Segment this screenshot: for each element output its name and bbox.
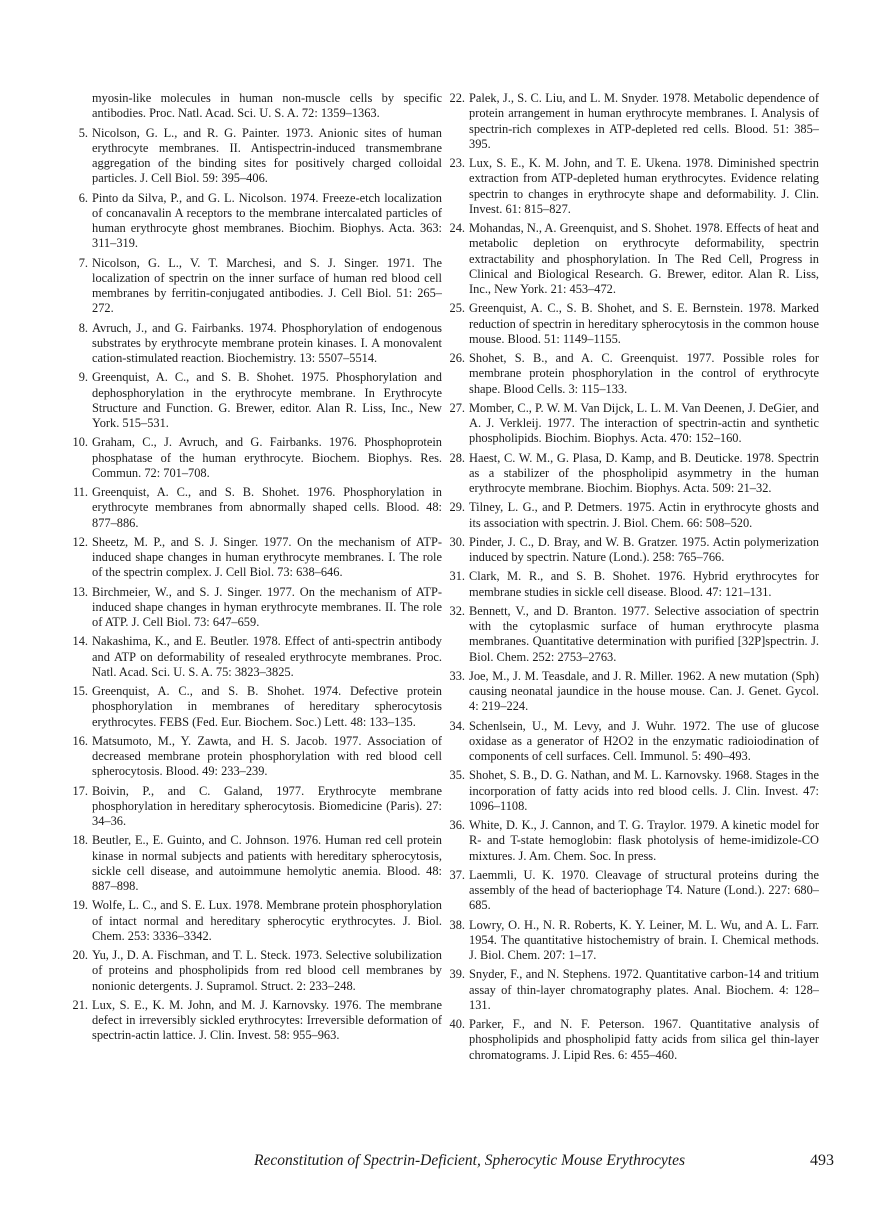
- reference-text: Sheetz, M. P., and S. J. Singer. 1977. On the mechanism of ATP-induced shape changes in human erythrocyte membranes. I. The role of the spectrin complex. J. Cell Biol. 73: 638–646.: [92, 534, 442, 580]
- reference-number: 36.: [449, 818, 465, 832]
- reference-number: 31.: [449, 569, 465, 584]
- reference-entry: [70, 370, 442, 431]
- reference-number: 5.: [78, 125, 88, 140]
- reference-text: Graham, C., J. Avruch, and G. Fairbanks. 1976. Phosphoprotein phosphatase of the human erythrocyte. Biochem. Biophys. Res. Commun. 72: 701–708.: [92, 435, 442, 480]
- reference-entry: [447, 91, 819, 152]
- reference-text: Greenquist, A. C., and S. B. Shohet. 1976. Phosphorylation in erythrocyte membranes from abnormally shaped cells. Blood. 48: 877–886.: [92, 485, 442, 530]
- reference-number: 22.: [449, 91, 465, 105]
- reference-entry: [70, 535, 442, 581]
- reference-number: 15.: [72, 684, 88, 698]
- reference-number: 34.: [449, 718, 465, 733]
- reference-number: 25.: [449, 301, 465, 316]
- reference-number: 14.: [72, 634, 88, 649]
- reference-text: Parker, F., and N. F. Peterson. 1967. Quantitative analysis of phospholipids and phospholipid fatty acids from silica gel thin-layer chromatograms. J. Lipid Res. 6: 455–460.: [469, 1017, 819, 1062]
- reference-entry: [447, 669, 819, 715]
- reference-number: 18.: [72, 833, 88, 848]
- reference-text: Momber, C., P. W. M. Van Dijck, L. L. M. Van Deenen, J. DeGier, and A. J. Verkleij. 1977. The interaction of spectrin-actin and synthetic phospholipids. Biochim. Biophys. Acta. 470: 152–160.: [469, 400, 819, 446]
- reference-entry: [447, 301, 819, 347]
- reference-entry: [70, 898, 442, 944]
- reference-number: 27.: [449, 400, 465, 415]
- reference-number: 19.: [72, 898, 88, 913]
- reference-entry: [70, 126, 442, 187]
- reference-text: Bennett, V., and D. Branton. 1977. Selective association of spectrin with the cytoplasmic surface of human erythrocyte plasma membranes. Quantitative determination with purified [32P]spectrin. J. Biol. Chem. 252: 2753–2763.: [469, 603, 819, 664]
- reference-entry: [447, 156, 819, 217]
- reference-text: Birchmeier, W., and S. J. Singer. 1977. On the mechanism of ATP-induced shape changes in hyman erythrocyte membranes. II. The role of ATP. J. Cell Biol. 73: 647–659.: [92, 584, 442, 629]
- reference-entry: [447, 535, 819, 566]
- reference-text: Pinder, J. C., D. Bray, and W. B. Gratzer. 1975. Actin polymerization induced by spectrin. Nature (Lond.). 258: 765–766.: [469, 534, 819, 564]
- reference-text: Lux, S. E., K. M. John, and M. J. Karnovsky. 1976. The membrane defect in irreversibly sickled erythrocytes: Irreversible deformation of spectrin-actin lattice. J. Clin. Invest. 58: 955–963.: [92, 997, 442, 1043]
- reference-number: 30.: [449, 534, 465, 549]
- reference-number: 16.: [72, 733, 88, 748]
- reference-text: Beutler, E., E. Guinto, and C. Johnson. 1976. Human red cell protein kinase in normal subjects and patients with hereditary spherocytosis, sickle cell disease, and autoimmune hemolytic anemia. Blood. 48: 887–898.: [92, 833, 442, 893]
- reference-number: 20.: [72, 948, 88, 962]
- reference-text: Greenquist, A. C., and S. B. Shohet. 1975. Phosphorylation and dephosphorylation in the erythrocyte membrane. In Erythrocyte Structure and Function. G. Brewer, editor. Alan R. Liss, Inc., New York. 515–531.: [92, 370, 442, 430]
- reference-number: 12.: [72, 534, 88, 549]
- reference-text: Nicolson, G. L., V. T. Marchesi, and S. J. Singer. 1971. The localization of spectrin on the inner surface of human red blood cell membranes by ferritin-conjugated antibodies. J. Cell Biol. 51: 265–272.: [92, 255, 442, 316]
- reference-entry: [70, 321, 442, 367]
- reference-number: 10.: [72, 435, 88, 450]
- reference-text: Haest, C. W. M., G. Plasa, D. Kamp, and B. Deuticke. 1978. Spectrin as a stabilizer of the phospholipid asymmetry in the human erythrocyte membrane. Biochim. Biophys. Acta. 509: 21–32.: [469, 450, 819, 495]
- reference-entry: [447, 818, 819, 864]
- reference-text: Wolfe, L. C., and S. E. Lux. 1978. Membrane protein phosphorylation of intact normal and hereditary spherocytic erythrocytes. J. Biol. Chem. 253: 3336–3342.: [92, 898, 442, 943]
- reference-number: 26.: [449, 351, 465, 365]
- reference-text: Snyder, F., and N. Stephens. 1972. Quantitative carbon-14 and tritium assay of thin-layer chromatography plates. Anal. Biochem. 4: 128–131.: [469, 967, 819, 1012]
- reference-number: 40.: [449, 1017, 465, 1031]
- reference-text: Lux, S. E., K. M. John, and T. E. Ukena. 1978. Diminished spectrin extraction from ATP-depleted human erythrocytes. Evidence relating spectrin to changes in erythrocyte shape and deformability. J. Clin. Invest. 61: 815–827.: [469, 156, 819, 216]
- reference-entry: [70, 91, 442, 122]
- reference-number: 37.: [449, 867, 465, 882]
- right-reference-column: [447, 91, 819, 1067]
- reference-number: 35.: [449, 768, 465, 783]
- reference-number: 24.: [449, 221, 465, 235]
- page-number: 493: [810, 1152, 834, 1169]
- reference-number: 9.: [78, 370, 88, 385]
- reference-entry: [70, 784, 442, 830]
- reference-text: Matsumoto, M., Y. Zawta, and H. S. Jacob. 1977. Association of decreased membrane protein phosphorylation with red blood cell spherocytosis. Blood. 49: 233–239.: [92, 733, 442, 779]
- reference-number: 7.: [78, 255, 88, 270]
- reference-text: myosin-like molecules in human non-muscle cells by specific antibodies. Proc. Natl. Acad. Sci. U. S. A. 72: 1359–1363.: [92, 91, 442, 121]
- reference-entry: [447, 719, 819, 765]
- reference-number: 29.: [449, 500, 465, 515]
- reference-number: 33.: [449, 668, 465, 683]
- reference-entry: [70, 734, 442, 780]
- reference-entry: [447, 351, 819, 397]
- reference-text: Shohet, S. B., and A. C. Greenquist. 1977. Possible roles for membrane protein phosphorylation in the control of erythrocyte shape. Blood Cells. 3: 115–133.: [469, 351, 819, 396]
- reference-text: Tilney, L. G., and P. Detmers. 1975. Actin in erythrocyte ghosts and its association with spectrin. J. Biol. Chem. 66: 508–520.: [469, 500, 819, 530]
- reference-text: Yu, J., D. A. Fischman, and T. L. Steck. 1973. Selective solubilization of proteins and phospholipids from red blood cell membranes by nonionic detergents. J. Supramol. Struct. 2: 233–248.: [92, 948, 442, 993]
- reference-number: 23.: [449, 156, 465, 170]
- reference-text: Laemmli, U. K. 1970. Cleavage of structural proteins during the assembly of the head of bacteriophage T4. Nature (Lond.). 227: 680–685.: [469, 867, 819, 913]
- reference-text: Lowry, O. H., N. R. Roberts, K. Y. Leiner, M. L. Wu, and A. L. Farr. 1954. The quantitative histochemistry of brain. I. Chemical methods. J. Biol. Chem. 207: 1–17.: [469, 917, 819, 962]
- reference-entry: [447, 401, 819, 447]
- reference-number: 38.: [449, 917, 465, 932]
- reference-text: Shohet, S. B., D. G. Nathan, and M. L. Karnovsky. 1968. Stages in the incorporation of fatty acids into red blood cells. J. Clin. Invest. 47: 1096–1108.: [469, 768, 819, 813]
- reference-number: 6.: [78, 190, 88, 205]
- reference-text: White, D. K., J. Cannon, and T. G. Traylor. 1979. A kinetic model for R- and T-state hemoglobin: flask photolysis of heme-imidizole-CO mixtures. J. Am. Chem. Soc. In press.: [469, 818, 819, 863]
- reference-number: 21.: [72, 997, 88, 1012]
- reference-number: 39.: [449, 967, 465, 982]
- reference-number: 13.: [72, 584, 88, 599]
- reference-number: 32.: [449, 603, 465, 618]
- reference-entry: [447, 500, 819, 531]
- reference-text: Avruch, J., and G. Fairbanks. 1974. Phosphorylation of endogenous substrates by erythrocyte membrane protein kinases. I. A monovalent cation-stimulated reaction. Biochemistry. 13: 5507–5514.: [92, 320, 442, 365]
- reference-entry: [447, 768, 819, 814]
- reference-text: Palek, J., S. C. Liu, and L. M. Snyder. 1978. Metabolic dependence of protein arrangement in human erythrocyte membranes. I. Analysis of spectrin-rich complexes in ATP-depleted red cells. Blood. 51: 385–395.: [469, 91, 819, 151]
- reference-entry: [70, 585, 442, 631]
- reference-number: 11.: [72, 485, 88, 499]
- reference-entry: [70, 256, 442, 317]
- reference-entry: [70, 948, 442, 994]
- reference-entry: [447, 1017, 819, 1063]
- reference-entry: [447, 451, 819, 497]
- reference-entry: [70, 435, 442, 481]
- running-title: Reconstitution of Spectrin-Deficient, Spherocytic Mouse Erythrocytes: [254, 1152, 686, 1169]
- left-reference-column: [70, 91, 442, 1048]
- reference-entry: [447, 918, 819, 964]
- reference-text: Mohandas, N., A. Greenquist, and S. Shohet. 1978. Effects of heat and metabolic depletion on erythrocyte deformability, spectrin extractability and phosphorylation. In The Red Cell, Progress in Clinical and Biological Research. G. Brewer, editor. Alan R. Liss, Inc., New York. 21: 453–472.: [469, 221, 819, 296]
- reference-entry: [70, 833, 442, 894]
- reference-entry: [447, 604, 819, 665]
- reference-entry: [447, 967, 819, 1013]
- reference-text: Joe, M., J. M. Teasdale, and J. R. Miller. 1962. A new mutation (Sph) causing neonatal jaundice in the house mouse. Can. J. Genet. Gycol. 4: 219–224.: [469, 668, 819, 714]
- reference-entry: [70, 634, 442, 680]
- reference-entry: [70, 191, 442, 252]
- reference-entry: [447, 868, 819, 914]
- reference-entry: [447, 221, 819, 297]
- reference-entry: [447, 569, 819, 600]
- reference-text: Nakashima, K., and E. Beutler. 1978. Effect of anti-spectrin antibody and ATP on deformability of resealed erythrocyte membranes. Proc. Natl. Acad. Sci. U. S. A. 75: 3823–3825.: [92, 634, 442, 679]
- reference-number: 8.: [78, 320, 88, 335]
- reference-text: Schenlsein, U., M. Levy, and J. Wuhr. 1972. The use of glucose oxidase as a generator of H2O2 in the enzymatic radioiodination of components of cell surfaces. Cell. Immunol. 5: 490–493.: [469, 718, 819, 763]
- reference-entry: [70, 684, 442, 730]
- reference-entry: [70, 485, 442, 531]
- reference-text: Nicolson, G. L., and R. G. Painter. 1973. Anionic sites of human erythrocyte membranes. II. Antispectrin-induced transmembrane aggregation of the binding sites for positively charged colloidal particles. J. Cell Biol. 59: 395–406.: [92, 125, 442, 186]
- reference-text: Greenquist, A. C., and S. B. Shohet. 1974. Defective protein phosphorylation in membranes of hereditary spherocytosis erythrocytes. FEBS (Fed. Eur. Biochem. Soc.) Lett. 48: 133–135.: [92, 684, 442, 729]
- reference-number: 28.: [449, 450, 465, 465]
- reference-text: Greenquist, A. C., S. B. Shohet, and S. E. Bernstein. 1978. Marked reduction of spectrin in hereditary spherocytosis in the common house mouse. Blood. 51: 1149–1155.: [469, 301, 819, 346]
- reference-number: 17.: [72, 783, 88, 798]
- reference-text: Clark, M. R., and S. B. Shohet. 1976. Hybrid erythrocytes for membrane studies in sickle cell disease. Blood. 47: 121–131.: [469, 569, 819, 599]
- reference-text: Boivin, P., and C. Galand, 1977. Erythrocyte membrane phosphorylation in hereditary spherocytosis. Biomedicine (Paris). 27: 34–36.: [92, 783, 442, 828]
- reference-text: Pinto da Silva, P., and G. L. Nicolson. 1974. Freeze-etch localization of concanavalin A receptors to the membrane intercalated particles of human erythrocyte ghost membranes. Biochim. Biophys. Acta. 363: 311–319.: [92, 190, 442, 251]
- reference-entry: [70, 998, 442, 1044]
